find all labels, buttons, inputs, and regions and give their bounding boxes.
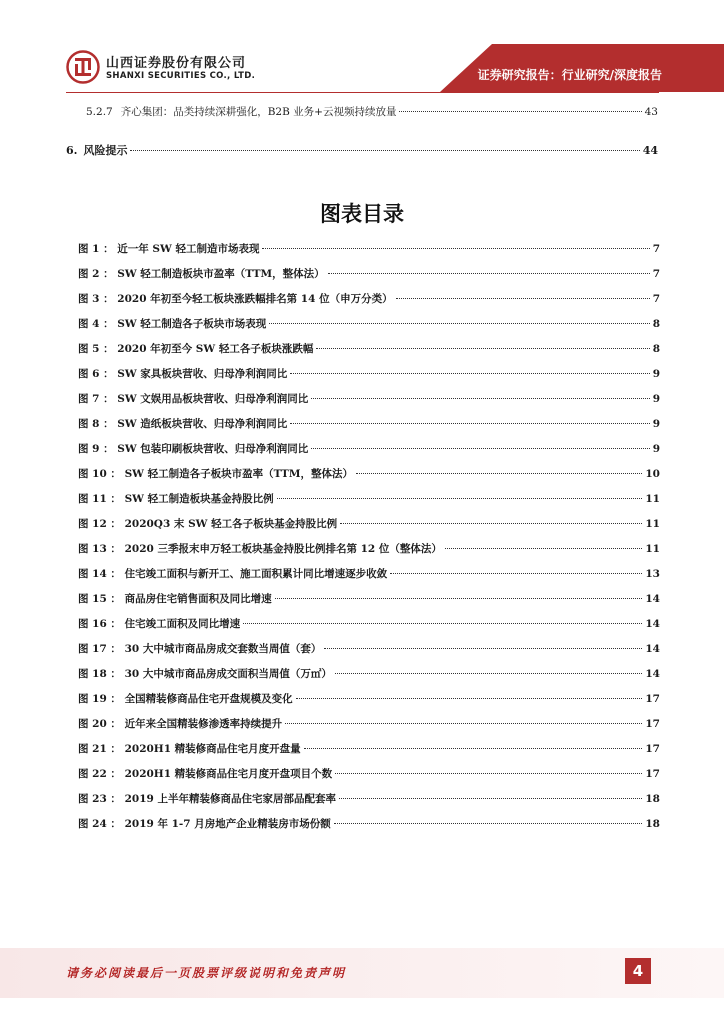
figure-list-item[interactable] (78, 793, 660, 818)
figure-leader (324, 647, 642, 649)
figure-list-item[interactable] (78, 243, 660, 268)
figure-leader (340, 522, 642, 524)
figure-list-item[interactable] (78, 618, 660, 643)
figure-leader (243, 622, 642, 624)
figure-label: 图 10 ： SW 轻工制造各子板块市盈率（TTM，整体法） (78, 468, 353, 480)
figure-label: 图 14 ： 住宅竣工面积与新开工、施工面积累计同比增速逐步收敛 (78, 568, 388, 580)
figure-leader (445, 547, 642, 549)
figure-page: 9 (652, 443, 660, 455)
figure-leader (328, 272, 650, 274)
figure-page: 7 (652, 243, 660, 255)
page-number: 4 (625, 958, 651, 984)
figures-list-heading: 图表目录 (320, 202, 404, 226)
figure-label: 图 15 ： 商品房住宅销售面积及同比增速 (78, 593, 272, 605)
figure-page: 18 (645, 793, 660, 805)
figure-list-item[interactable] (78, 293, 660, 318)
figure-label: 图 18 ： 30 大中城市商品房成交面积当周值（万㎡） (78, 668, 332, 680)
figure-list-item[interactable] (78, 643, 660, 668)
toc-entry-5-2-7[interactable] (86, 104, 658, 119)
figure-page: 10 (645, 468, 660, 480)
figure-page: 11 (645, 518, 660, 530)
figure-page: 7 (652, 293, 660, 305)
figure-label: 图 1 ： 近一年 SW 轻工制造市场表现 (78, 243, 260, 255)
company-name-cn: 山西证券股份有限公司 (106, 56, 247, 71)
figure-leader (262, 247, 649, 249)
figure-list-item[interactable] (78, 668, 660, 693)
figure-page: 8 (652, 343, 660, 355)
report-type-label: 证券研究报告：行业研究/深度报告 (477, 68, 662, 82)
figure-label: 图 21 ： 2020H1 精装修商品住宅月度开盘量 (78, 743, 301, 755)
figure-list-item[interactable] (78, 343, 660, 368)
figure-leader (277, 497, 643, 499)
figure-leader (290, 372, 649, 374)
figure-label: 图 6 ： SW 家具板块营收、归母净利润同比 (78, 368, 288, 380)
toc-number: 6. (66, 144, 78, 157)
figure-list (78, 243, 660, 843)
figure-label: 图 23 ： 2019 上半年精装修商品住宅家居部品配套率 (78, 793, 336, 805)
figure-page: 14 (645, 668, 660, 680)
figure-label: 图 2 ： SW 轻工制造板块市盈率（TTM，整体法） (78, 268, 325, 280)
figure-leader (269, 322, 649, 324)
toc-leader (399, 110, 641, 112)
figure-label: 图 9 ： SW 包装印刷板块营收、归母净利润同比 (78, 443, 309, 455)
figure-label: 图 13 ： 2020 三季报末申万轻工板块基金持股比例排名第 12 位（整体法） (78, 543, 442, 555)
company-name-en: SHANXI SECURITIES CO., LTD. (106, 71, 256, 81)
figure-list-item[interactable] (78, 443, 660, 468)
figure-leader (335, 772, 642, 774)
figure-leader (304, 747, 643, 749)
toc-leader (130, 149, 639, 151)
figure-label: 图 4 ： SW 轻工制造各子板块市场表现 (78, 318, 267, 330)
figure-list-item[interactable] (78, 318, 660, 343)
figure-page: 17 (645, 743, 660, 755)
figure-label: 图 8 ： SW 造纸板块营收、归母净利润同比 (78, 418, 288, 430)
figure-label: 图 11 ： SW 轻工制造板块基金持股比例 (78, 493, 274, 505)
toc-entry-6[interactable] (66, 142, 658, 158)
figure-page: 11 (645, 493, 660, 505)
figure-list-item[interactable] (78, 768, 660, 793)
figure-label: 图 22 ： 2020H1 精装修商品住宅月度开盘项目个数 (78, 768, 333, 780)
figure-page: 17 (645, 693, 660, 705)
figure-list-item[interactable] (78, 418, 660, 443)
figure-list-item[interactable] (78, 368, 660, 393)
figure-page: 17 (645, 768, 660, 780)
figure-page: 18 (645, 818, 660, 830)
figure-leader (334, 822, 643, 824)
figure-leader (316, 347, 649, 349)
figure-label: 图 16 ： 住宅竣工面积及同比增速 (78, 618, 241, 630)
figure-label: 图 17 ： 30 大中城市商品房成交套数当周值（套） (78, 643, 322, 655)
figure-page: 9 (652, 393, 660, 405)
figure-list-item[interactable] (78, 543, 660, 568)
figure-list-item[interactable] (78, 493, 660, 518)
page-header (0, 0, 724, 92)
figure-label: 图 3 ： 2020 年初至今轻工板块涨跌幅排名第 14 位（申万分类） (78, 293, 393, 305)
toc-title: 风险提示 (83, 144, 128, 157)
figure-list-item[interactable] (78, 743, 660, 768)
figure-leader (335, 672, 643, 674)
toc-page: 43 (644, 106, 658, 118)
toc-title: 齐心集团：品类持续深耕强化，B2B 业务+云视频持续放量 (120, 106, 397, 118)
figure-list-item[interactable] (78, 593, 660, 618)
shanxi-securities-logo-icon (66, 50, 100, 84)
figure-label: 图 12 ： 2020Q3 末 SW 轻工各子板块基金持股比例 (78, 518, 338, 530)
figure-page: 11 (645, 543, 660, 555)
figure-leader (296, 697, 643, 699)
figure-label: 图 20 ： 近年来全国精装修渗透率持续提升 (78, 718, 283, 730)
figure-leader (290, 422, 649, 424)
figure-label: 图 7 ： SW 文娱用品板块营收、归母净利润同比 (78, 393, 309, 405)
figure-leader (396, 297, 650, 299)
disclaimer-text: 请务必阅读最后一页股票评级说明和免责声明 (66, 966, 347, 980)
figure-list-item[interactable] (78, 393, 660, 418)
figure-list-item[interactable] (78, 693, 660, 718)
figure-list-item[interactable] (78, 518, 660, 543)
figure-page: 13 (645, 568, 660, 580)
figure-page: 14 (645, 618, 660, 630)
figure-leader (390, 572, 642, 574)
figure-leader (311, 447, 649, 449)
toc-number: 5.2.7 (86, 106, 113, 118)
figure-leader (339, 797, 642, 799)
figure-page: 8 (652, 318, 660, 330)
figure-list-item[interactable] (78, 468, 660, 493)
figure-list-item[interactable] (78, 718, 660, 743)
figure-leader (356, 472, 642, 474)
figure-leader (285, 722, 642, 724)
toc-page: 44 (642, 144, 658, 157)
header-divider (66, 92, 659, 93)
figure-page: 14 (645, 643, 660, 655)
figure-list-item[interactable] (78, 568, 660, 593)
figure-label: 图 5 ： 2020 年初至今 SW 轻工各子板块涨跌幅 (78, 343, 314, 355)
figure-label: 图 24 ： 2019 年 1-7 月房地产企业精装房市场份额 (78, 818, 331, 830)
figure-leader (275, 597, 643, 599)
figure-list-item[interactable] (78, 818, 660, 843)
figure-page: 17 (645, 718, 660, 730)
figure-list-item[interactable] (78, 268, 660, 293)
figure-page: 14 (645, 593, 660, 605)
figure-label: 图 19 ： 全国精装修商品住宅开盘规模及变化 (78, 693, 293, 705)
figure-page: 9 (652, 418, 660, 430)
figure-page: 7 (652, 268, 660, 280)
figure-leader (311, 397, 649, 399)
figure-page: 9 (652, 368, 660, 380)
